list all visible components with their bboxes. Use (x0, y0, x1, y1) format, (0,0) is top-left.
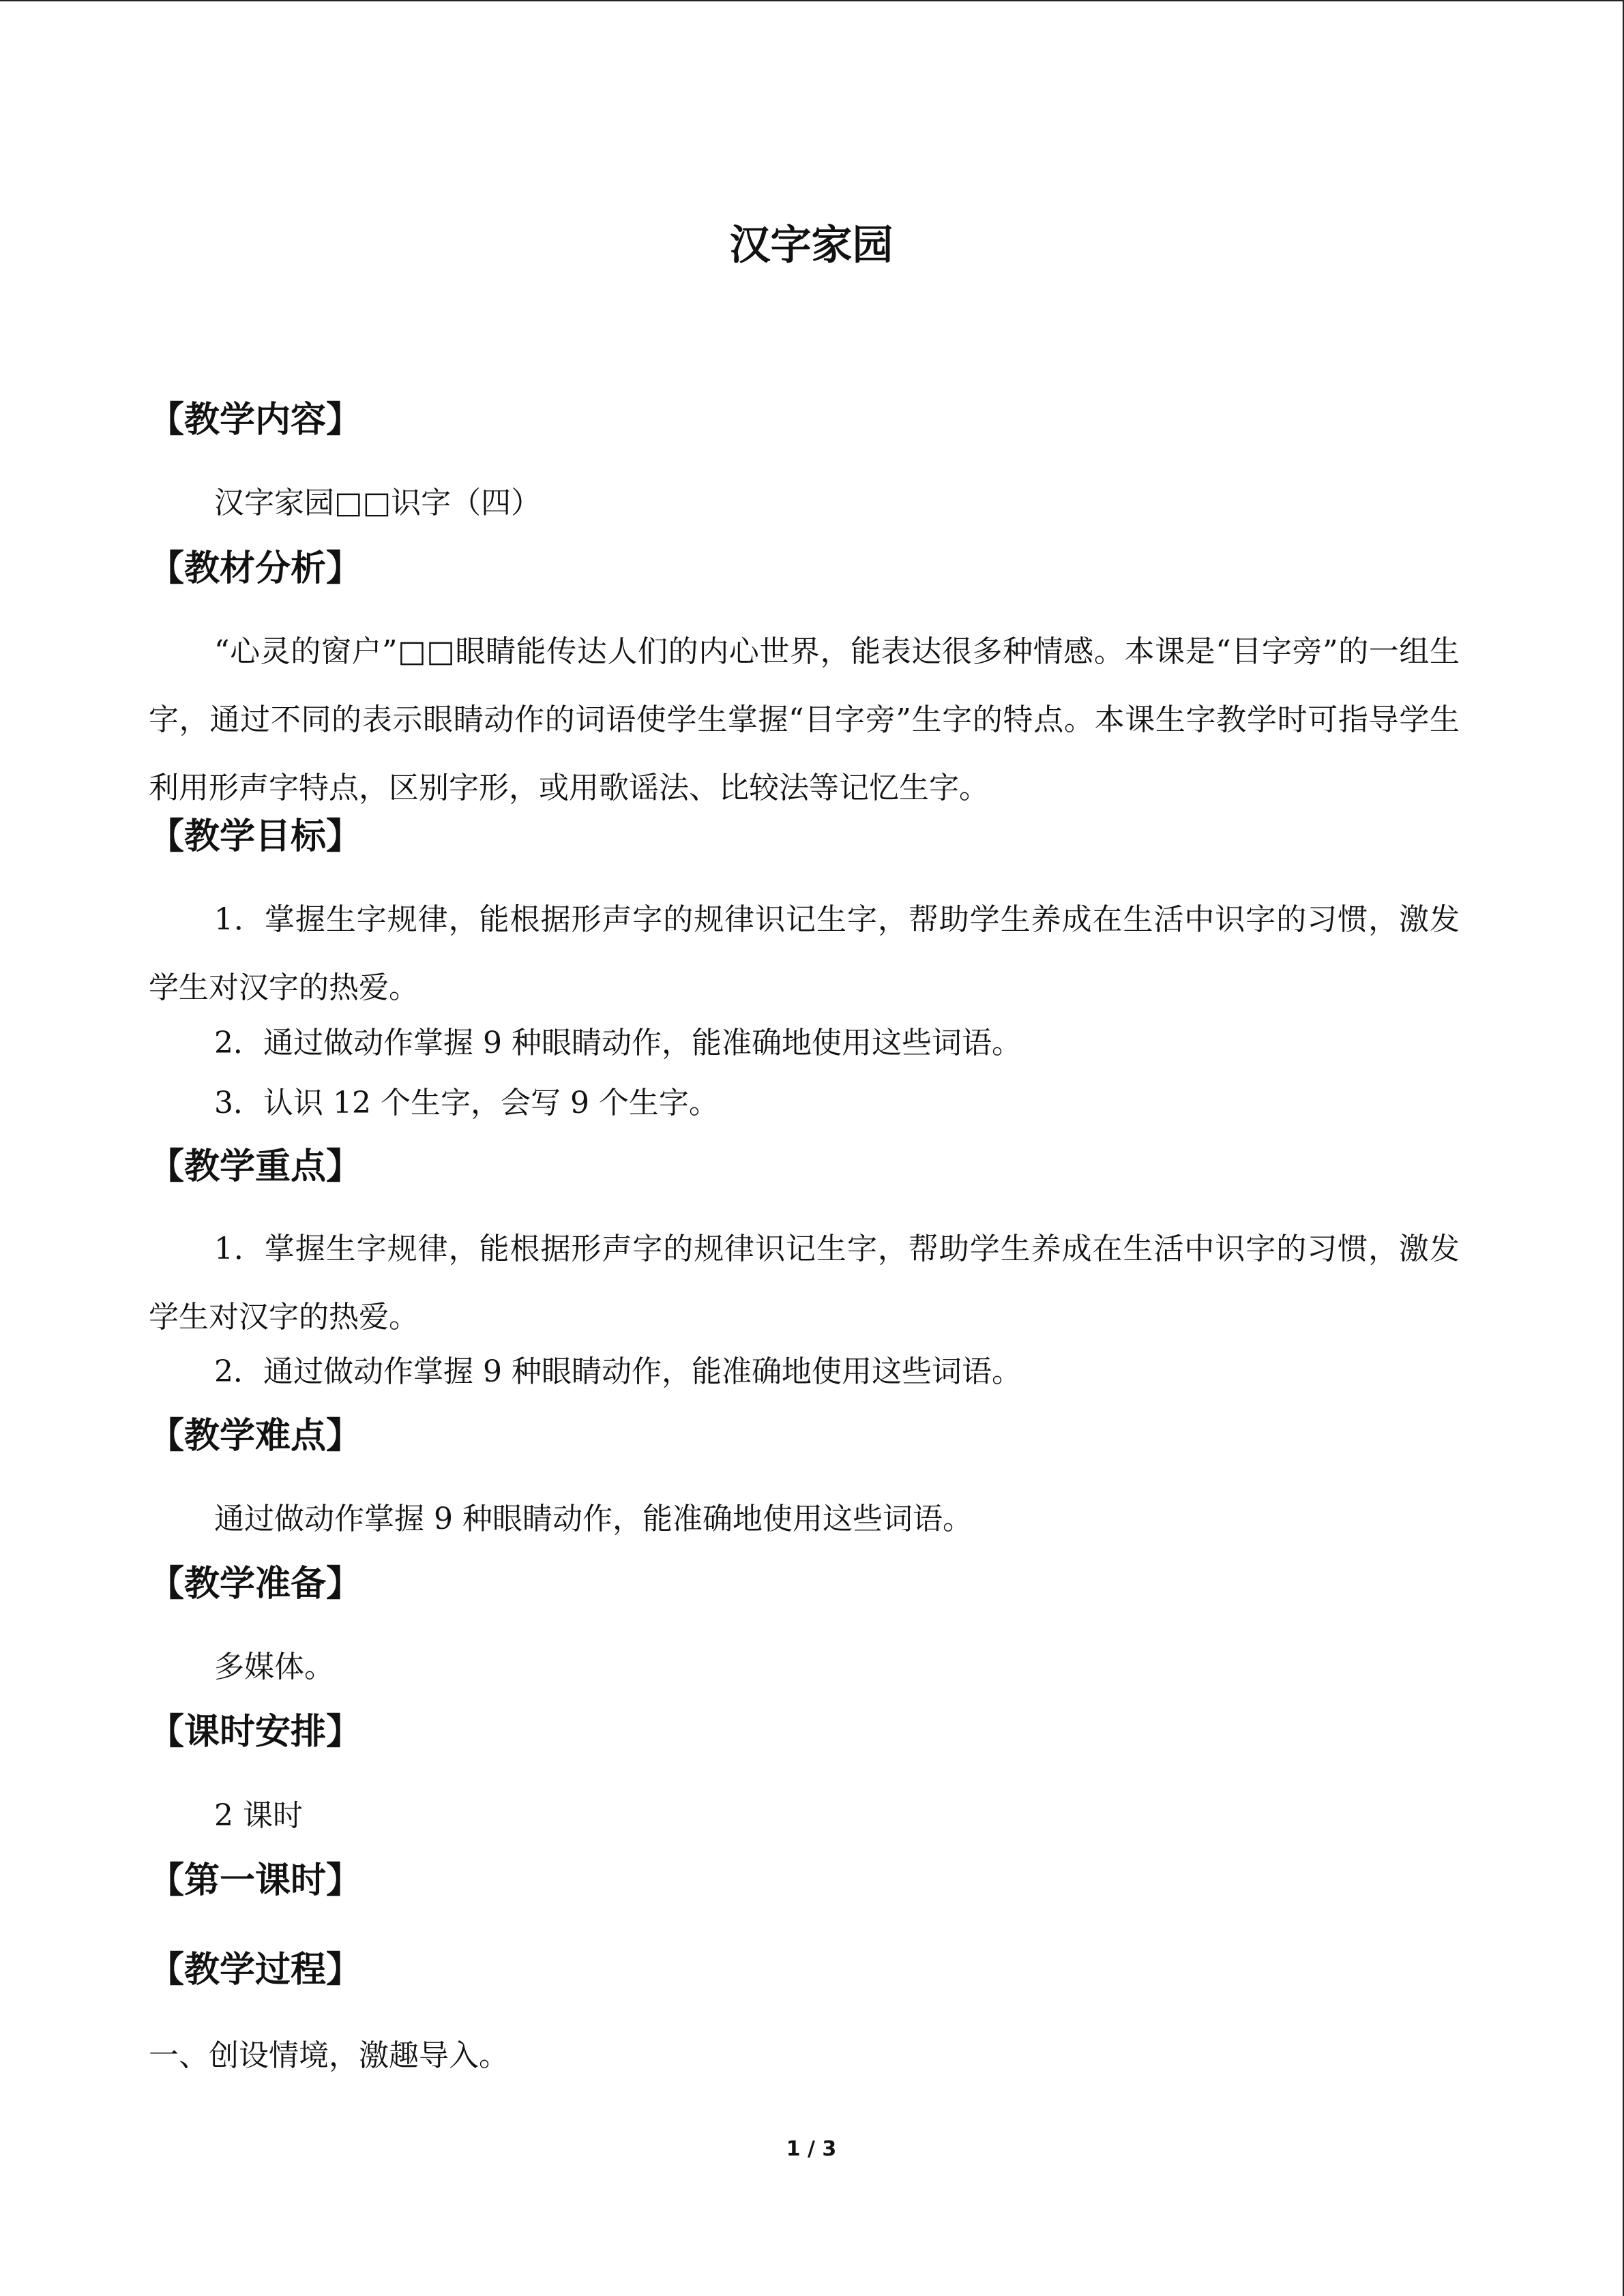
difficulty-text: 通过做动作掌握 9 种眼睛动作，能准确地使用这些词语。 (214, 1502, 973, 1536)
heading-teaching-process: 【教学过程】 (149, 1950, 362, 1991)
heading-teaching-content: 【教学内容】 (149, 400, 362, 441)
document-title: 汉字家园 (729, 222, 894, 269)
schedule-text: 2 课时 (214, 1798, 303, 1833)
heading-preparation: 【教学准备】 (149, 1564, 362, 1605)
key-point-item: 1．掌握生字规律，能根据形声字的规律识记生字，帮助学生养成在生活中识字的习惯，激发学生对汉字的热爱。 (149, 1232, 1460, 1335)
teaching-goal-item: 1．掌握生字规律，能根据形声字的规律识记生字，帮助学生养成在生活中识字的习惯，激发学生对汉字的热爱。 (149, 902, 1460, 1005)
key-point-item: 2．通过做动作掌握 9 种眼睛动作，能准确地使用这些词语。 (214, 1354, 1022, 1389)
heading-key-points: 【教学重点】 (149, 1146, 362, 1187)
heading-teaching-goals: 【教学目标】 (149, 816, 362, 857)
teaching-goal-item: 2．通过做动作掌握 9 种眼睛动作，能准确地使用这些词语。 (214, 1026, 1022, 1060)
page-indicator: 1 / 3 (786, 2137, 837, 2161)
process-step: 一、创设情境，激趣导入。 (149, 2038, 509, 2073)
heading-schedule: 【课时安排】 (149, 1712, 362, 1753)
heading-difficulty: 【教学难点】 (149, 1416, 362, 1457)
teaching-goal-item: 3．认识 12 个生字，会写 9 个生字。 (214, 1086, 719, 1120)
heading-material-analysis: 【教材分析】 (149, 548, 362, 589)
teaching-content-text: 汉字家园□□识字（四） (214, 486, 542, 520)
heading-first-lesson: 【第一课时】 (149, 1860, 362, 1901)
preparation-text: 多媒体。 (214, 1650, 334, 1684)
material-analysis-text: “心灵的窗户”□□眼睛能传达人们的内心世界，能表达很多种情感。本课是“目字旁”的一组生字，通过不同的表示眼睛动作的词语使学生掌握“目字旁”生字的特点。本课生字教学时可指导学生利用形声字特点，区别字形，或用歌谣法、比较法等记忆生字。 (149, 634, 1460, 805)
